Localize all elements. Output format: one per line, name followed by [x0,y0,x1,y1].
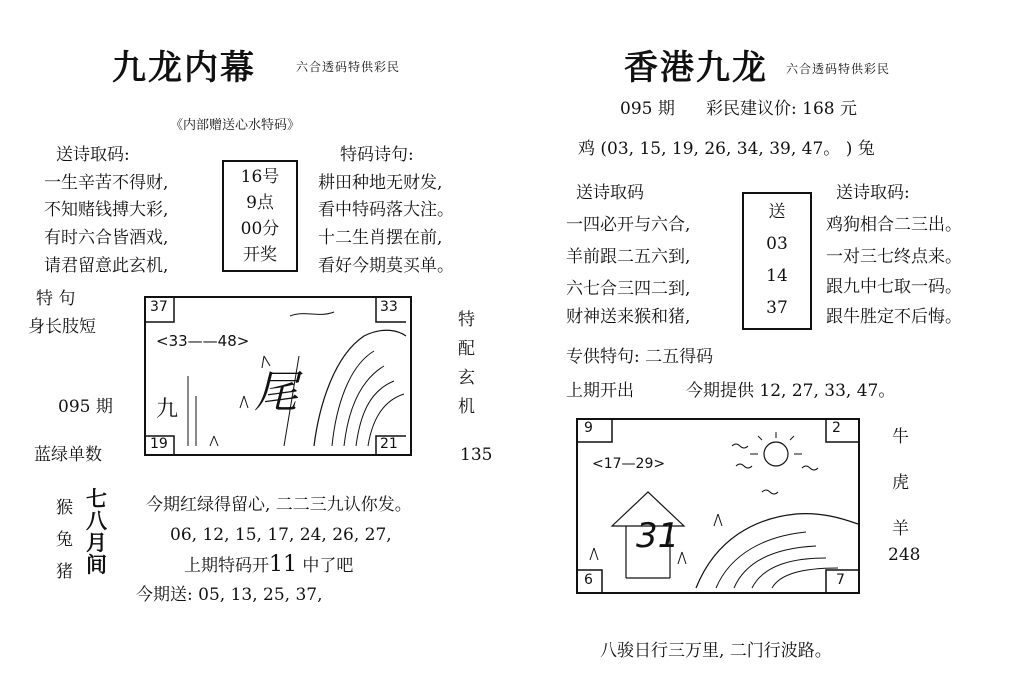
month-char-3: 月 [86,530,107,555]
right-poem-left-2: 羊前跟二五六到, [566,247,691,267]
right-sketch-code: <17—29> [592,456,666,472]
right-sketch-drawing [576,418,860,594]
right-issue: 095 期 [620,99,675,119]
left-tejv-label: 特 句 [36,289,76,309]
right-sketch-big-num: 31 [636,516,680,556]
left-corner-tr: 33 [380,299,398,315]
left-sketch-code: <33——48> [156,332,250,350]
draw-open: 开奖 [243,245,277,265]
left-poem-line-4: 请君留意此玄机, [44,256,169,276]
left-corner-bl: 19 [150,436,168,452]
left-corner-br: 21 [380,436,398,452]
left-sketch-big-char: 尾 [254,367,298,418]
left-color-hint: 蓝绿单数 [34,445,102,465]
left-tema-line-1: 耕田种地无财发, [318,173,443,193]
left-line-3-suffix: 中了吧 [297,556,354,576]
left-poem-line-1: 一生辛苦不得财, [44,173,169,193]
left-side-number: 135 [460,445,493,465]
right-poem-label-left: 送诗取码 [576,183,644,203]
left-corner-tl: 37 [150,299,168,315]
right-poem-right-2: 一对三七终点来。 [826,247,962,267]
left-tema-line-3: 十二生肖摆在前, [318,228,443,248]
right-side-char-2: 虎 [892,473,909,493]
left-line-3 [184,554,353,577]
left-title: 九龙内幕 [112,48,256,88]
left-line-1: 今期红绿得留心, 二二三九认你发。 [146,495,412,515]
left-line-2: 06, 12, 15, 17, 24, 26, 27, [170,525,392,545]
left-poem-label: 送诗取码: [56,145,130,165]
left-line-3-prefix: 上期特码开 [184,556,269,576]
right-title-note: 六合透码特供彩民 [786,62,891,76]
right-poem-left-1: 一四必开与六合, [566,215,691,235]
right-corner-tr: 2 [832,420,841,436]
right-side-char-3: 羊 [892,519,909,539]
right-corner-tl: 9 [584,420,593,436]
box-item-4: 37 [766,298,788,318]
zodiac-1: 猴 [56,498,73,518]
right-chicken-line: 鸡 (03, 15, 19, 26, 34, 39, 47。 ) 兔 [578,139,875,159]
right-provide: 今期提供 12, 27, 33, 47。 [686,381,896,401]
draw-minute: 00分 [240,219,280,239]
right-side-number: 248 [888,545,921,565]
left-side-vertical [458,306,475,422]
left-side-char-4: 机 [458,397,475,417]
right-special: 专供特句: 二五得码 [566,347,714,367]
box-item-1: 送 [768,202,786,222]
left-tema-line-4: 看好今期莫买单。 [318,256,454,276]
left-title-note: 六合透码特供彩民 [296,60,401,74]
zodiac-3: 猪 [56,562,73,582]
box-item-3: 14 [766,266,788,286]
right-footer: 八骏日行三万里, 二门行波路。 [600,641,832,661]
month-char-2: 八 [86,508,107,533]
left-month-vertical [86,488,107,576]
left-side-char-2: 配 [458,339,475,359]
box-item-2: 03 [766,234,788,254]
right-price: 彩民建议价: 168 元 [706,99,857,119]
right-number-box [742,192,812,330]
left-issue: 095 期 [58,397,113,417]
left-sketch-small-char: 九 [156,397,179,422]
right-poem-left-4: 财神送来猴和猪, [566,307,691,327]
right-title: 香港九龙 [624,48,768,88]
left-line-4: 今期送: 05, 13, 25, 37, [136,585,323,605]
month-char-1: 七 [86,486,107,511]
right-corner-bl: 6 [584,572,593,588]
left-poem-line-2: 不知赌钱搏大彩, [44,200,169,220]
left-side-char-1: 特 [458,310,475,330]
right-poem-right-1: 鸡狗相合二三出。 [826,215,962,235]
left-tema-label: 特码诗句: [340,145,414,165]
left-tema-line-2: 看中特码落大注。 [318,200,454,220]
right-poem-label-right: 送诗取码: [836,183,910,203]
right-side-vertical [892,414,909,552]
right-last-open: 上期开出 [566,381,634,401]
left-line-3-num: 11 [269,552,297,577]
right-poem-right-3: 跟九中七取一码。 [826,277,962,297]
left-poem-line-3: 有时六合皆酒戏, [44,228,169,248]
month-char-4: 间 [86,552,107,577]
right-poem-right-4: 跟牛胜定不后悔。 [826,307,962,327]
draw-date: 16号 [240,167,280,187]
right-side-char-1: 牛 [892,427,909,447]
left-subtitle: 《内部赠送心水特码》 [170,118,301,133]
zodiac-2: 兔 [56,530,73,550]
left-tejv-text: 身长肢短 [28,317,96,337]
right-poem-left-3: 六七合三四二到, [566,279,691,299]
left-zodiac-vertical [56,492,73,588]
right-corner-br: 7 [836,572,845,588]
draw-time-box [222,160,298,272]
left-side-char-3: 玄 [458,368,475,388]
draw-hour: 9点 [246,193,274,213]
